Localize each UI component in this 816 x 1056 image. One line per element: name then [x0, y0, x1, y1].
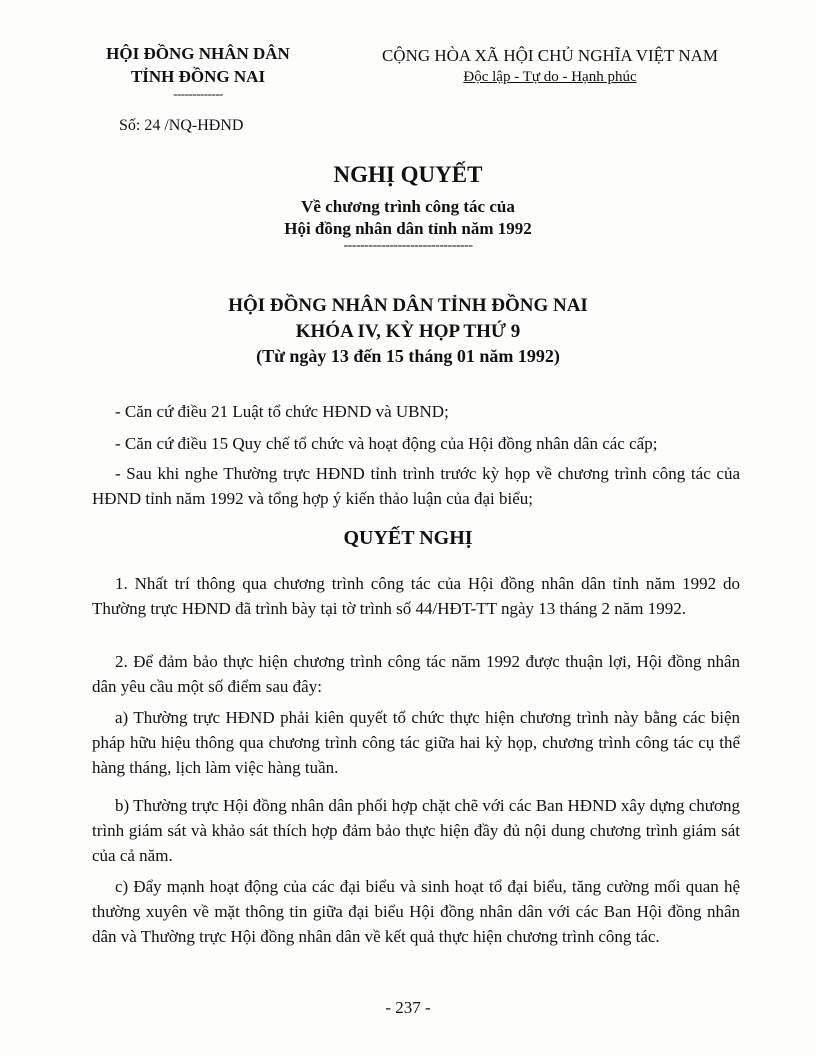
issuing-body-line1: HỘI ĐỒNG NHÂN DÂN — [106, 44, 290, 63]
title-divider: ------------------------------- — [343, 238, 473, 253]
resolution-heading: QUYẾT NGHỊ — [343, 527, 473, 549]
resolution-subpoint: b) Thường trực Hội đồng nhân dân phối hợp chặt chẽ với các Ban HĐND xây dựng chương trình giám sát và khảo sát thích hợp đảm bảo thực hiện đầy đủ nội dung chương trình giám sát của cả năm. — [92, 796, 740, 865]
session-dates: (Từ ngày 13 đến 15 tháng 01 năm 1992) — [256, 346, 560, 366]
document-subtitle-line1: Về chương trình công tác của — [301, 197, 515, 216]
preamble-clause: - Sau khi nghe Thường trực HĐND tỉnh trình trước kỳ họp về chương trình công tác của HĐND tỉnh năm 1992 và tổng hợp ý kiến thảo luận của đại biểu; — [92, 464, 740, 508]
document-subtitle-line2: Hội đồng nhân dân tỉnh năm 1992 — [284, 219, 532, 238]
issuer-heading-line2: KHÓA IV, KỲ HỌP THỨ 9 — [295, 321, 521, 342]
issuing-body-divider: ------------- — [173, 86, 223, 101]
issuer-heading-line1: HỘI ĐỒNG NHÂN DÂN TỈNH ĐỒNG NAI — [228, 295, 588, 316]
preamble-clause: - Căn cứ điều 15 Quy chế tổ chức và hoạt động của Hội đồng nhân dân các cấp; — [115, 434, 658, 453]
resolution-article: 1. Nhất trí thông qua chương trình công tác của Hội đồng nhân dân tỉnh năm 1992 do Thường trực HĐND đã trình bày tại tờ trình số 44/HĐT-TT ngày 13 tháng 2 năm 1992. — [92, 574, 740, 618]
national-motto — [350, 69, 750, 86]
document-title: NGHỊ QUYẾT — [333, 162, 483, 187]
resolution-subpoint: a) Thường trực HĐND phải kiên quyết tổ chức thực hiện chương trình này bằng các biện pháp hữu hiệu thông qua chương trình công tác giữa hai kỳ họp, chương trình công tác cụ thể hàng tháng, lịch làm việc hàng tuần. — [92, 708, 740, 777]
national-motto-text: Độc lập - Tự do - Hạnh phúc — [463, 69, 637, 85]
country-name: CỘNG HÒA XÃ HỘI CHỦ NGHĨA VIỆT NAM — [381, 46, 719, 65]
page-number: - 237 - — [385, 998, 431, 1017]
resolution-subpoint: c) Đẩy mạnh hoạt động của các đại biểu và sinh hoạt tổ đại biểu, tăng cường mối quan hệ thường xuyên về mặt thông tin giữa đại biểu Hội đồng nhân dân với các Ban Hội đồng nhân dân và Thường trực Hội đồng nhân dân về kết quả thực hiện chương trình công tác. — [92, 877, 740, 946]
preamble-clause: - Căn cứ điều 21 Luật tổ chức HĐND và UBND; — [115, 402, 449, 421]
document-number: Số: 24 /NQ-HĐND — [119, 117, 244, 134]
issuing-body-line2: TỈNH ĐỒNG NAI — [130, 67, 266, 86]
resolution-article: 2. Để đảm bảo thực hiện chương trình công tác năm 1992 được thuận lợi, Hội đồng nhân dân yêu cầu một số điểm sau đây: — [92, 652, 740, 696]
